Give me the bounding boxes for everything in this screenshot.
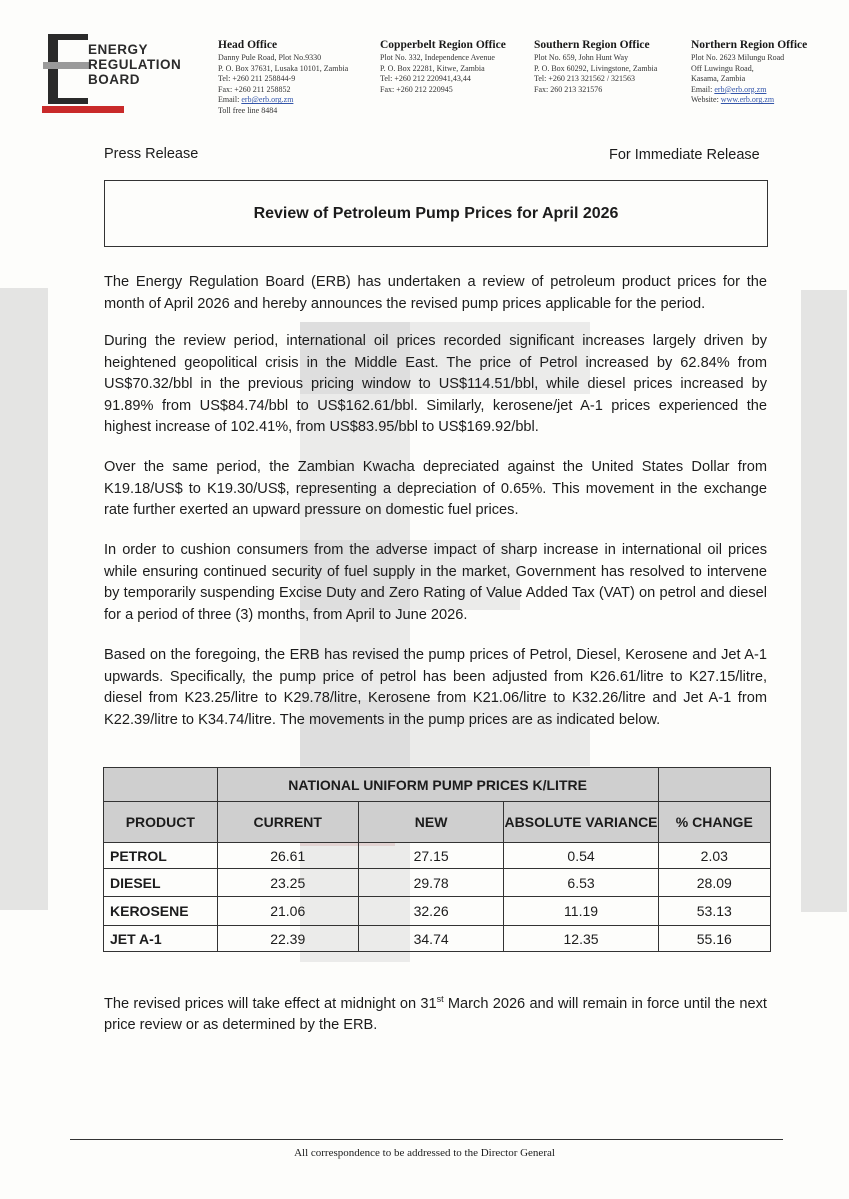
paragraph-intro: The Energy Regulation Board (ERB) has undertaken a review of petroleum product prices for the month of April 2026 and hereby announces the revised pump prices applicable for the period. xyxy=(104,274,767,312)
new-price-cell: 29.78 xyxy=(358,869,504,897)
percent-change-cell: 53.13 xyxy=(658,897,770,926)
office-title: Head Office xyxy=(218,39,278,51)
paragraph-exchange-rate: Over the same period, the Zambian Kwacha depreciated against the United States Dollar from K19.18/US$ to K19.30/US$, representing a depreciation of 0.65%. This movement in the exchange rate further exerted an upward pressure on domestic fuel prices. xyxy=(104,459,767,518)
current-price-cell: 21.06 xyxy=(217,897,358,926)
paragraph-effective-date: The revised prices will take effect at midnight on 31st March 2026 and will remain in force until the next price review or as determined by the ERB. xyxy=(104,994,767,1034)
paragraph-oil-prices: During the review period, international oil prices recorded significant increases largely driven by heightened geopolitical crisis in the Middle East. The price of Petrol increased by 62.84% from US$70.32/bbl in the previous pricing window to US$114.51/bbl, while diesel prices increased by 91.89% from US$84.74/bbl to US$162.61/bbl. Similarly, kerosene/jet A-1 prices experienced the highest increase of 102.41%, from US$83.95/bbl to US$169.92/bbl. xyxy=(104,333,767,435)
column-header-percent-change: % CHANGE xyxy=(658,802,770,843)
pump-prices-table xyxy=(103,767,771,952)
current-price-cell: 26.61 xyxy=(217,843,358,869)
column-header-product: PRODUCT xyxy=(104,802,218,843)
table-header-blank xyxy=(104,768,218,802)
variance-cell: 0.54 xyxy=(504,843,658,869)
table-row xyxy=(104,926,771,952)
office-title: Northern Region Office xyxy=(691,39,808,51)
paragraph-revised-prices: Based on the foregoing, the ERB has revised the pump prices of Petrol, Diesel, Kerosene and Jet A-1 upwards. Specifically, the pump price of petrol has been adjusted from K26.61/litre to K27.15/litre, diesel from K23.25/litre to K29.78/litre, Kerosene from K21.06/litre to K32.26/litre and Jet A-1 from K22.39/litre to K34.74/litre. The movements in the pump prices are as indicated below. xyxy=(104,647,767,728)
website-link[interactable]: www.erb.org.zm xyxy=(720,95,775,105)
product-cell: KEROSENE xyxy=(104,897,218,926)
new-price-cell: 32.26 xyxy=(358,897,504,926)
immediate-release-label: For Immediate Release xyxy=(609,147,760,163)
column-header-absolute-variance: ABSOLUTE VARIANCE xyxy=(504,802,658,843)
product-cell: DIESEL xyxy=(104,869,218,897)
column-header-current: CURRENT xyxy=(217,802,358,843)
document-title: Review of Petroleum Pump Prices for April 2026 xyxy=(253,205,619,222)
footer-note: All correspondence to be addressed to the Director General xyxy=(294,1147,555,1159)
variance-cell: 6.53 xyxy=(504,869,658,897)
product-cell: PETROL xyxy=(104,843,218,869)
southern-office-block: Southern Region Office Plot No. 659, John Hunt Way P. O. Box 60292, Livingstone, Zambia Tel: +260 213 321562 / 321563 Fax: 260 213 321576 xyxy=(534,39,658,94)
paragraph-government-intervention: In order to cushion consumers from the adverse impact of sharp increase in international oil prices while ensuring continued security of fuel supply in the market, Government has resolved to intervene by temporarily suspending Excise Duty and Zero Rating of Value Added Tax (VAT) on petrol and diesel for a period of three (3) months, from April to June 2026. xyxy=(104,542,767,623)
table-row xyxy=(104,869,771,897)
email-link[interactable]: erb@erb.org.zm xyxy=(241,95,294,105)
table-header-blank xyxy=(658,768,770,802)
northern-office-block: Northern Region Office Plot No. 2623 Milungu Road Off Luwingu Road, Kasama, Zambia Email: erb@erb.org.zm Website: www.erb.org.zm xyxy=(691,39,808,105)
percent-change-cell: 2.03 xyxy=(658,843,770,869)
office-title: Copperbelt Region Office xyxy=(380,39,506,51)
new-price-cell: 27.15 xyxy=(358,843,504,869)
table-row xyxy=(104,897,771,926)
title-box xyxy=(104,180,768,247)
percent-change-cell: 28.09 xyxy=(658,869,770,897)
office-title: Southern Region Office xyxy=(534,39,650,51)
variance-cell: 12.35 xyxy=(504,926,658,952)
variance-cell: 11.19 xyxy=(504,897,658,926)
watermark-right-bar xyxy=(801,290,847,912)
product-cell: JET A-1 xyxy=(104,926,218,952)
footer-divider xyxy=(70,1139,783,1140)
watermark-left-bar xyxy=(0,288,48,910)
new-price-cell: 34.74 xyxy=(358,926,504,952)
head-office-block: Head Office Danny Pule Road, Plot No.9330 P. O. Box 37631, Lusaka 10101, Zambia Tel: +260 211 258844-9 Fax: +260 211 258852 Email: erb@erb.org.zm Toll free line 8484 xyxy=(218,39,349,115)
table-group-header: NATIONAL UNIFORM PUMP PRICES K/LITRE xyxy=(217,768,658,802)
email-link[interactable]: erb@erb.org.zm xyxy=(714,84,767,94)
table-row xyxy=(104,843,771,869)
column-header-new: NEW xyxy=(358,802,504,843)
percent-change-cell: 55.16 xyxy=(658,926,770,952)
logo-wordmark: ENERGY REGULATION BOARD xyxy=(88,42,182,87)
current-price-cell: 22.39 xyxy=(217,926,358,952)
current-price-cell: 23.25 xyxy=(217,869,358,897)
copperbelt-office-block: Copperbelt Region Office Plot No. 332, Independence Avenue P. O. Box 22281, Kitwe, Zambia Tel: +260 212 220941,43,44 Fax: +260 212 220945 xyxy=(380,39,506,94)
press-release-label: Press Release xyxy=(104,146,199,162)
